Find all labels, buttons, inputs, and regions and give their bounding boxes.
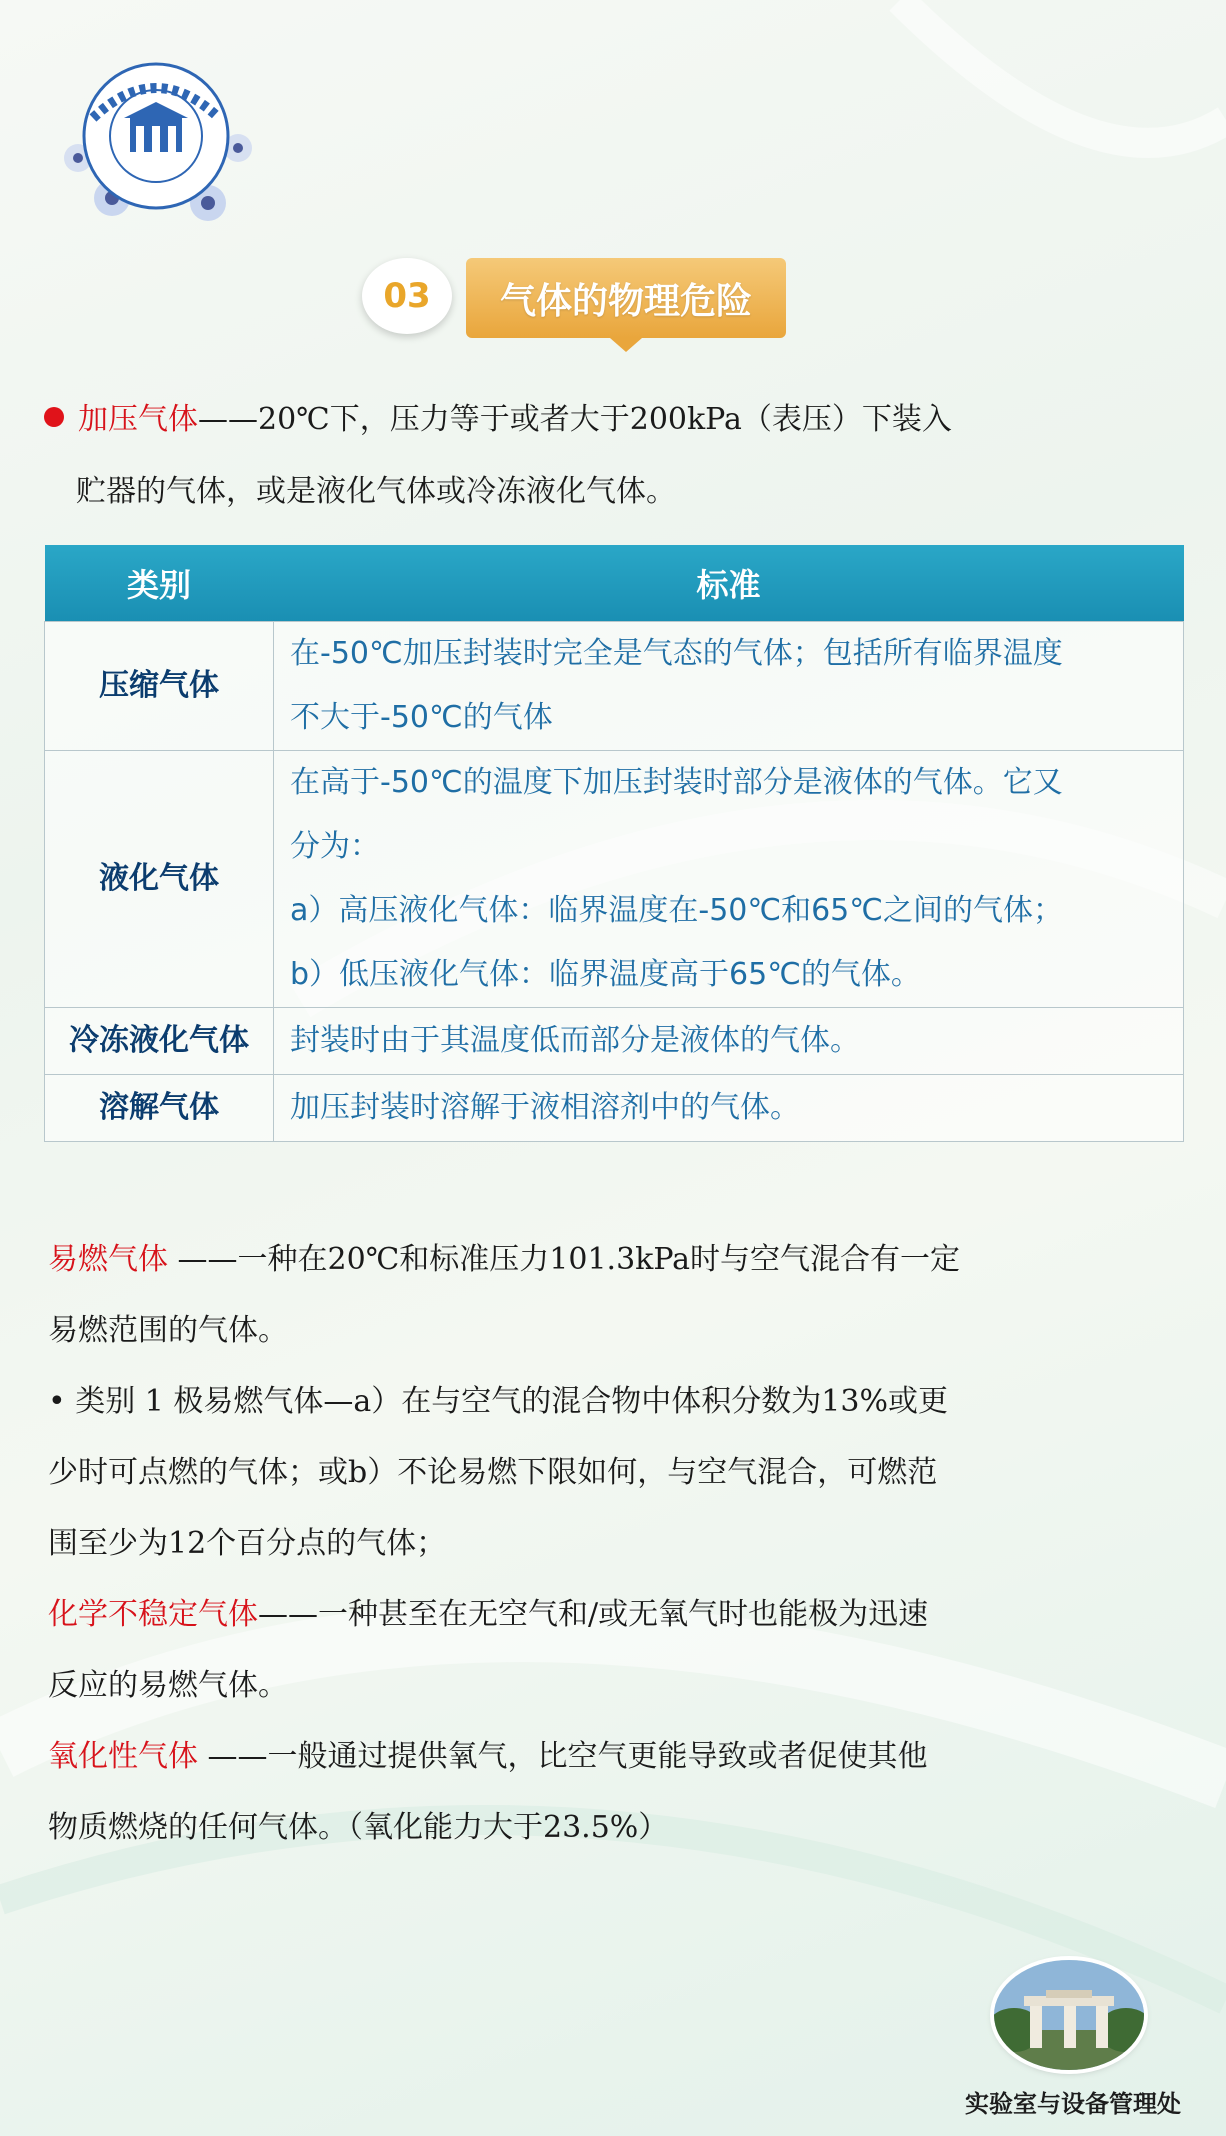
standard-line: 封装时由于其温度低而部分是液体的气体。 [290, 1023, 860, 1058]
unstable-gas-text: ——一种甚至在无空气和/或无氧气时也能极为迅速 [258, 1597, 929, 1632]
section-number-badge: 03 [362, 258, 452, 334]
category1-line-3: 围至少为12个百分点的气体； [48, 1526, 447, 1561]
category-cell: 冷冻液化气体 [45, 1008, 274, 1075]
standard-cell [274, 1008, 1184, 1075]
table-row [45, 622, 1184, 751]
standard-line: 在-50℃加压封装时完全是气态的气体；包括所有临界温度 [290, 636, 1063, 671]
category-cell: 液化气体 [45, 751, 274, 1008]
department-name: 实验室与设备管理处 [965, 2090, 1181, 2118]
intro-line-1-text: ——20℃下，压力等于或者大于200kPa（表压）下装入 [198, 402, 952, 437]
oxidizing-gas-term: 氧化性气体 [48, 1739, 198, 1774]
intro-line-1 [44, 384, 1174, 456]
flammable-gas-term: 易燃气体 [48, 1242, 168, 1277]
standard-line: 加压封装时溶解于液相溶剂中的气体。 [290, 1090, 800, 1125]
section-title: 气体的物理危险 [466, 258, 786, 338]
standard-line: a）高压液化气体：临界温度在-50℃和65℃之间的气体； [290, 893, 1063, 928]
standard-line: 在高于-50℃的温度下加压封装时部分是液体的气体。它又 [290, 765, 1063, 800]
unstable-gas-term: 化学不稳定气体 [48, 1597, 258, 1632]
oxidizing-gas-line-2: 物质燃烧的任何气体。（氧化能力大于23.5%） [48, 1810, 669, 1845]
standard-cell [274, 751, 1184, 1008]
standard-line: b）低压液化气体：临界温度高于65℃的气体。 [290, 957, 921, 992]
oxidizing-gas-line-1 [48, 1721, 1178, 1792]
oxidizing-gas-text: ——一般通过提供氧气，比空气更能导致或者促使其他 [198, 1739, 928, 1774]
category1-line-2: 少时可点燃的气体；或b）不论易燃下限如何，与空气混合，可燃范 [48, 1455, 938, 1490]
standard-cell [274, 1075, 1184, 1142]
column-header-category: 类别 [45, 545, 274, 622]
category1-line-1: • 类别 1 极易燃气体—a）在与空气的混合物中体积分数为13%或更 [48, 1384, 948, 1419]
category-cell: 压缩气体 [45, 622, 274, 751]
pressurized-gas-term: 加压气体 [78, 402, 198, 437]
column-header-standard: 标准 [274, 545, 1184, 622]
unstable-gas-line-1 [48, 1579, 1178, 1650]
table-row [45, 1008, 1184, 1075]
university-seal-icon [38, 48, 270, 228]
gas-hazard-definitions [48, 1224, 1178, 1863]
table-row [45, 1075, 1184, 1142]
campus-gate-icon [994, 1960, 1144, 2070]
flammable-gas-line-1 [48, 1224, 1178, 1295]
gas-classification-table [44, 545, 1184, 1142]
table-header-row [45, 545, 1184, 622]
intro-line-2: 贮器的气体，或是液化气体或冷冻液化气体。 [76, 474, 676, 509]
standard-line: 不大于-50℃的气体 [290, 700, 553, 735]
standard-cell [274, 622, 1184, 751]
red-bullet-icon [44, 407, 64, 427]
pressurized-gas-definition [44, 384, 1174, 528]
table-row [45, 751, 1184, 1008]
category-cell: 溶解气体 [45, 1075, 274, 1142]
flammable-gas-text: ——一种在20℃和标准压力101.3kPa时与空气混合有一定 [168, 1242, 961, 1277]
university-logo [38, 48, 270, 228]
flammable-gas-line-2: 易燃范围的气体。 [48, 1313, 288, 1348]
standard-line: 分为： [290, 829, 380, 864]
unstable-gas-line-2: 反应的易燃气体。 [48, 1668, 288, 1703]
